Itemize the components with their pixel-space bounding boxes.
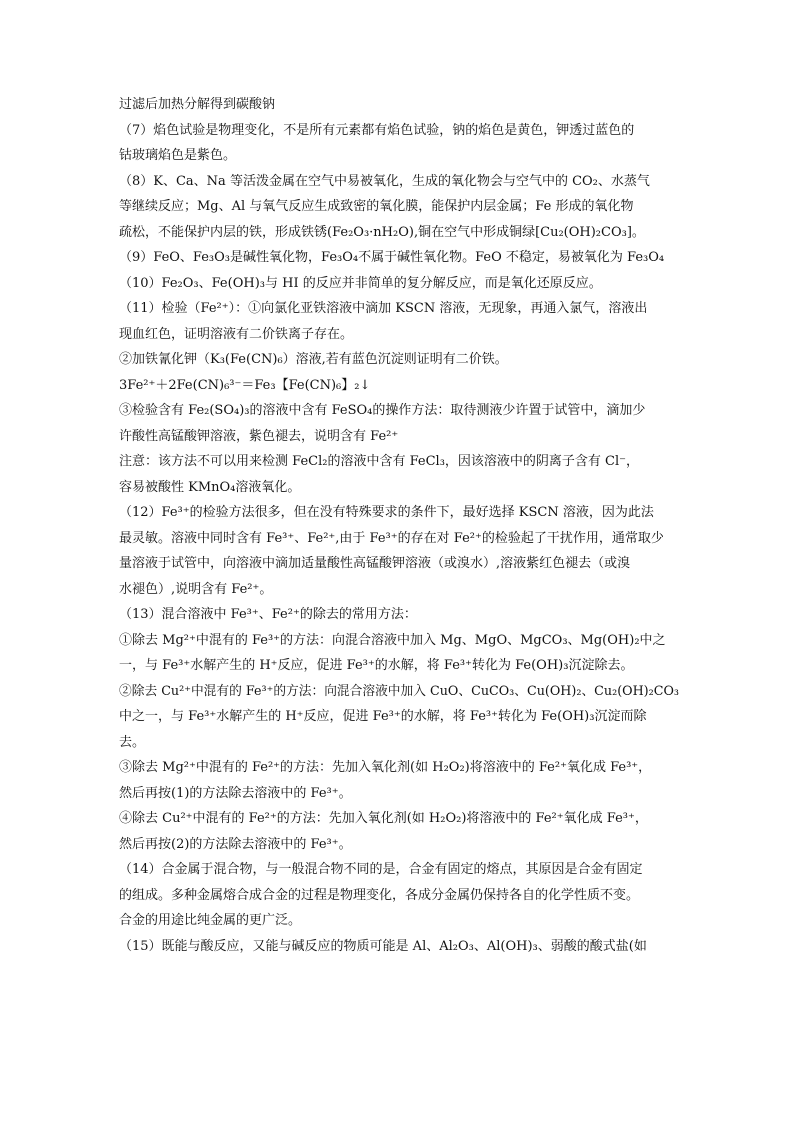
- text-line: 的组成。多种金属熔合成合金的过程是物理变化，各成分金属仍保持各自的化学性质不变。: [119, 887, 640, 903]
- text-line: 等继续反应；Mg、Al 与氧气反应生成致密的氧化膜，能保护内层金属；Fe 形成的氧化物: [119, 199, 634, 214]
- text-line: ③除去 Mg²⁺中混有的 Fe²⁺的方法：先加入氧化剂(如 H₂O₂)将溶液中的 Fe²⁺氧化成 Fe³⁺，: [119, 760, 652, 775]
- text-line: （13）混合溶液中 Fe³⁺、Fe²⁺的除去的常用方法：: [119, 607, 417, 622]
- text-line: 3Fe²⁺＋2Fe(CN)₆³⁻＝Fe₃【Fe(CN)₆】₂↓: [119, 377, 371, 393]
- text-line: 然后再按(1)的方法除去溶液中的 Fe³⁺。: [119, 785, 352, 801]
- text-line: 一，与 Fe³⁺水解产生的 H⁺反应，促进 Fe³⁺的水解，将 Fe³⁺转化为 Fe(OH)₃沉淀除去。: [119, 658, 634, 673]
- text-line: （11）检验（Fe²⁺）：①向氯化亚铁溶液中滴加 KSCN 溶液，无现象，再通入氯气，溶液出: [119, 301, 648, 316]
- text-line: 合金的用途比纯金属的更广泛。: [119, 913, 302, 928]
- text-line: （9）FeO、Fe₃O₃是碱性氧化物，Fe₃O₄不属于碱性氧化物。FeO 不稳定，易被氧化为 Fe₃O₄: [119, 250, 665, 265]
- text-line: 许酸性高锰酸钾溶液，紫色褪去，说明含有 Fe²⁺: [119, 428, 399, 444]
- text-line: （7）焰色试验是物理变化，不是所有元素都有焰色试验，钠的焰色是黄色，钾透过蓝色的: [119, 122, 635, 138]
- text-line: 去。: [119, 734, 146, 750]
- text-line: 过滤后加热分解得到碳酸钠: [119, 97, 276, 112]
- text-line: ③检验含有 Fe₂(SO₄)₃的溶液中含有 FeSO₄的操作方法：取待测液少许置于试管中，滴加少: [119, 403, 646, 418]
- text-line: 然后再按(2)的方法除去溶液中的 Fe³⁺。: [119, 836, 352, 852]
- text-line: 最灵敏。溶液中同时含有 Fe³⁺、Fe²⁺,由于 Fe³⁺的存在对 Fe²⁺的检验起了干扰作用，通常取少: [119, 530, 664, 546]
- text-line: （8）K、Ca、Na 等活泼金属在空气中易被氧化，生成的氧化物会与空气中的 CO₂、水蒸气: [119, 173, 650, 189]
- text-line: ④除去 Cu²⁺中混有的 Fe²⁺的方法：先加入氧化剂(如 H₂O₂)将溶液中的 Fe²⁺氧化成 Fe³⁺，: [119, 811, 648, 826]
- text-line: （14）合金属于混合物，与一般混合物不同的是，合金有固定的熔点，其原因是合金有固定: [119, 862, 643, 877]
- text-line: ①除去 Mg²⁺中混有的 Fe³⁺的方法：向混合溶液中加入 Mg、MgO、MgCO₃、Mg(OH)₂中之: [119, 632, 666, 648]
- document-page: [119, 96, 679, 963]
- text-line: （10）Fe₂O₃、Fe(OH)₃与 HI 的反应并非简单的复分解反应，而是氧化还原反应。: [119, 275, 602, 291]
- text-line: （12）Fe³⁺的检验方法很多，但在没有特殊要求的条件下，最好选择 KSCN 溶液，因为此法: [119, 505, 654, 520]
- text-line: ②加铁氰化钾（K₃(Fe(CN)₆）溶液,若有蓝色沉淀则证明有二价铁。: [119, 352, 508, 367]
- text-line: ②除去 Cu²⁺中混有的 Fe³⁺的方法：向混合溶液中加入 CuO、CuCO₃、Cu(OH)₂、Cu₂(OH)₂CO₃: [119, 683, 679, 699]
- text-line: （15）既能与酸反应，又能与碱反应的物质可能是 Al、Al₂O₃、Al(OH)₃、弱酸的酸式盐(如: [119, 938, 647, 954]
- text-line: 中之一，与 Fe³⁺水解产生的 H⁺反应，促进 Fe³⁺的水解，将 Fe³⁺转化为 Fe(OH)₃沉淀而除: [119, 709, 647, 724]
- text-line: 量溶液于试管中，向溶液中滴加适量酸性高锰酸钾溶液（或溴水）,溶液紫红色褪去（或溴: [119, 556, 631, 571]
- text-line: 钴玻璃焰色是紫色。: [119, 148, 237, 163]
- text-line: 注意：该方法不可以用来检测 FeCl₂的溶液中含有 FeCl₃，因该溶液中的阴离子含有 Cl⁻，: [119, 454, 640, 469]
- text-line: 水褪色）,说明含有 Fe²⁺。: [119, 581, 273, 597]
- text-line: 现血红色，证明溶液有二价铁离子存在。: [119, 326, 354, 342]
- text-line: 容易被酸性 KMnO₄溶液氧化。: [119, 479, 301, 495]
- text-line: 疏松，不能保护内层的铁，形成铁锈(Fe₂O₃·nH₂O),铜在空气中形成铜绿[Cu₂(OH)₂CO₃]。: [119, 224, 645, 240]
